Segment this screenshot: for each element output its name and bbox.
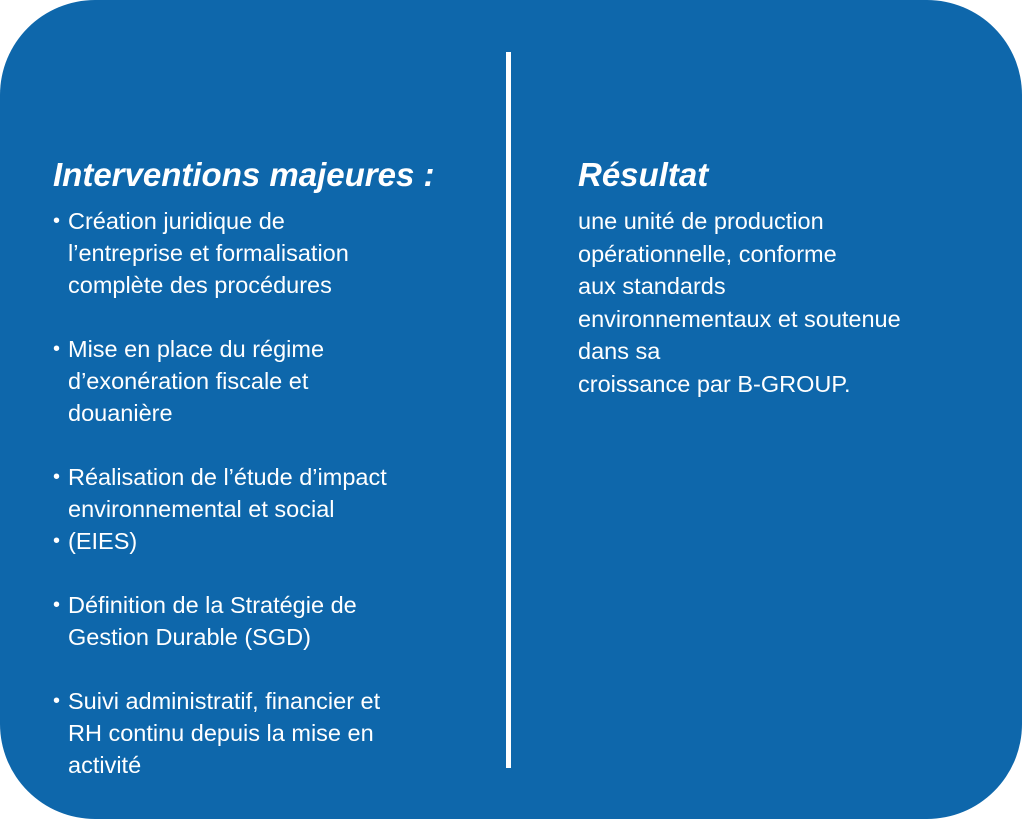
list-item bbox=[53, 589, 483, 653]
item-line: Création juridique de bbox=[68, 208, 285, 234]
column-divider bbox=[506, 52, 511, 768]
result-heading: Résultat bbox=[578, 156, 709, 193]
item-line: complète des procédures bbox=[68, 272, 332, 298]
item-line: Définition de la Stratégie de bbox=[68, 592, 357, 618]
interventions-list bbox=[53, 205, 483, 781]
item-line: RH continu depuis la mise en bbox=[68, 720, 374, 746]
result-line: aux standards bbox=[578, 273, 726, 299]
item-line: douanière bbox=[68, 400, 173, 426]
bullet-icon: • bbox=[53, 338, 61, 360]
result-text bbox=[578, 205, 998, 400]
result-line: croissance par B-GROUP. bbox=[578, 370, 851, 397]
interventions-column bbox=[53, 153, 483, 813]
bullet-icon: • bbox=[53, 594, 61, 616]
item-line: activité bbox=[68, 752, 142, 778]
list-item bbox=[53, 205, 483, 301]
list-item bbox=[53, 461, 483, 557]
item-line: Mise en place du régime bbox=[68, 336, 325, 362]
result-line: une unité de production bbox=[578, 208, 824, 234]
result-column bbox=[578, 153, 998, 400]
bullet-icon: • bbox=[53, 210, 61, 232]
list-item bbox=[53, 333, 483, 429]
item-line: l’entreprise et formalisation bbox=[68, 240, 349, 266]
item-line: d’exonération fiscale et bbox=[68, 368, 309, 394]
interventions-heading: Interventions majeures : bbox=[53, 156, 435, 193]
bullet-icon: • bbox=[53, 466, 61, 488]
result-line: dans sa bbox=[578, 338, 661, 364]
item-line: environnemental et social bbox=[68, 496, 335, 522]
item-line: Suivi administratif, financier et bbox=[68, 688, 381, 714]
item-line: Gestion Durable (SGD) bbox=[68, 624, 311, 650]
bullet-icon: • bbox=[53, 690, 61, 712]
result-line: environnementaux et soutenue bbox=[578, 305, 901, 332]
item-line: Réalisation de l’étude d’impact bbox=[68, 464, 387, 490]
list-item bbox=[53, 685, 483, 781]
item-line: • (EIES) bbox=[53, 525, 483, 557]
result-line: opérationnelle, conforme bbox=[578, 240, 837, 267]
